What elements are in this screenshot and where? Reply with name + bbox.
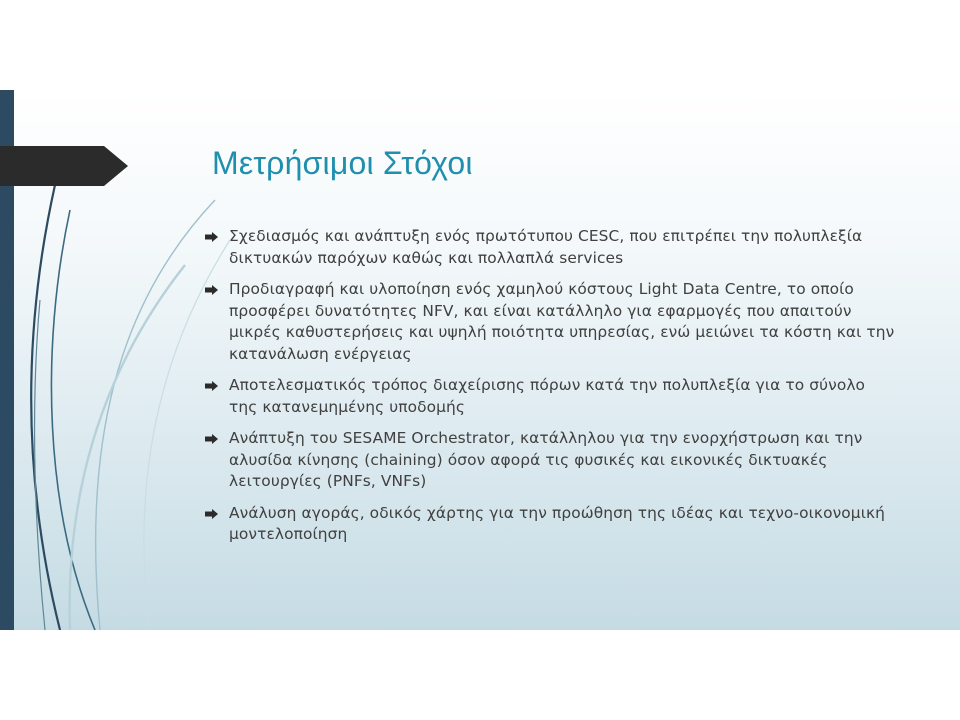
arrow-right-icon: [205, 434, 218, 444]
arrow-right-icon: [205, 232, 218, 242]
bullet-item: [205, 428, 895, 493]
bullet-item: [205, 226, 895, 269]
arrow-right-icon: [205, 285, 218, 295]
arrow-right-icon: [205, 381, 218, 391]
bullet-text: Αποτελεσματικός τρόπος διαχείρισης πόρων κατά την πολυπλεξία για το σύνολο της κατανεμημένης υποδομής: [229, 376, 866, 416]
bullet-item: [205, 279, 895, 365]
bullet-text: Προδιαγραφή και υλοποίηση ενός χαμηλού κόστους Light Data Centre, το οποίο προσφέρει δυνατότητες NFV, και είναι κατάλληλο για εφαρμογές που απαιτούν μικρές καθυστερήσεις και υψηλή ποιότητα υπηρεσίας, ενώ μειώνει τα κόστη και την κατανάλωση ενέργειας: [229, 280, 895, 363]
bullet-list: [205, 226, 895, 556]
bullet-text: Ανάλυση αγοράς, οδικός χάρτης για την προώθηση της ιδέας και τεχνο-οικονομική μοντελοποίηση: [229, 503, 886, 543]
arrow-right-icon: [205, 509, 218, 519]
bullet-text: Ανάπτυξη του SESAME Orchestrator, κατάλληλου για την ενορχήστρωση και την αλυσίδα κίνησης (chaining) όσον αφορά τις φυσικές και εικονικές δικτυακές λειτουργίες (PNFs, VNFs): [229, 429, 863, 490]
title-tab-arrow: [0, 146, 128, 186]
slide-title: Μετρήσιμοι Στόχοι: [212, 145, 473, 181]
bullet-item: [205, 375, 895, 418]
slide: [0, 90, 960, 630]
bullet-text: Σχεδιασμός και ανάπτυξη ενός πρωτότυπου CESC, που επιτρέπει την πολυπλεξία δικτυακών παρόχων καθώς και πολλαπλά services: [229, 227, 863, 267]
bullet-item: [205, 503, 895, 546]
